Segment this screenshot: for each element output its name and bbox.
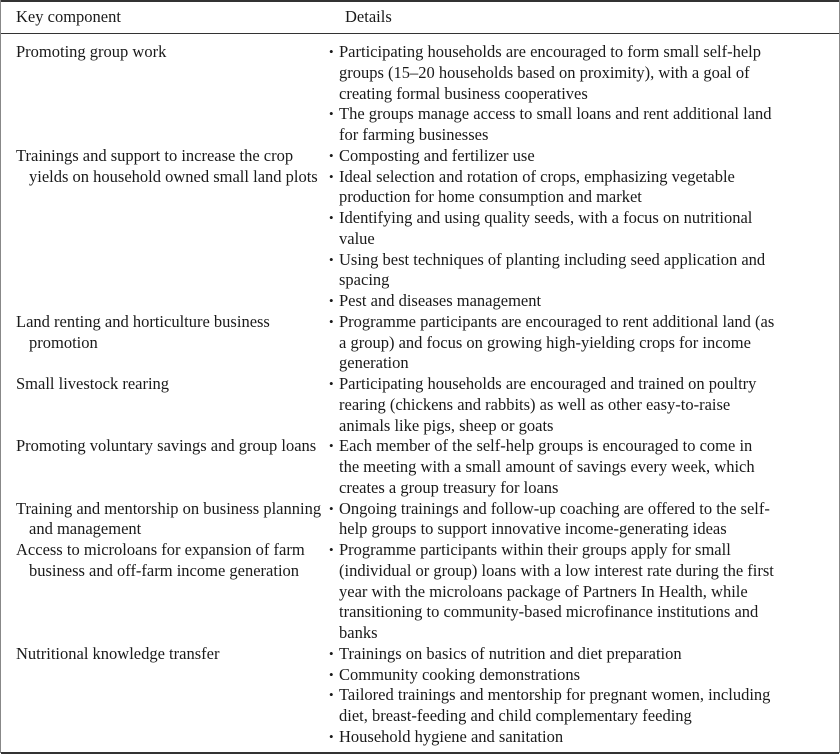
details-cell (329, 499, 840, 541)
detail-bullet: • Tailored trainings and mentorship for pregnant women, including diet, breast-feeding and child complementary feeding (329, 685, 840, 727)
detail-bullet: • The groups manage access to small loans and rent additional land for farming businesses (329, 104, 840, 146)
key-component-text: Trainings and support to increase the crop yields on household owned small land plots (16, 145, 318, 186)
key-component-cell (0, 499, 329, 541)
table-row (0, 42, 840, 146)
key-component-text: Promoting voluntary savings and group loans (16, 436, 317, 456)
key-component-text: Training and mentorship on business planning and management (16, 498, 322, 539)
column-header-key-component: Key component (16, 7, 121, 26)
detail-bullet: • Identifying and using quality seeds, with a focus on nutritional value (329, 208, 840, 250)
header-rule (1, 33, 839, 34)
detail-bullet: • Household hygiene and sanitation (329, 727, 840, 748)
key-component-cell (0, 644, 329, 748)
column-header-details: Details (345, 7, 392, 26)
details-cell (329, 436, 840, 498)
table-row (0, 644, 840, 748)
details-cell (329, 146, 840, 312)
detail-bullet: • Community cooking demonstrations (329, 665, 840, 686)
bottom-rule (1, 752, 839, 754)
key-component-cell (0, 540, 329, 644)
details-cell (329, 312, 840, 374)
table-row (0, 374, 840, 436)
key-component-text: Promoting group work (16, 42, 167, 61)
detail-bullet: • Participating households are encouraged to form small self-help groups (15–20 households based on proximity), with a goal of creating formal business cooperatives (329, 42, 840, 104)
details-cell (329, 42, 840, 146)
detail-bullet: • Programme participants within their groups apply for small (individual or group) loans with a low interest rate during the first year with the microloans package of Partners In Health, while transitioning to community-based microfinance institutions and banks (329, 540, 840, 644)
key-component-text: Land renting and horticulture business promotion (16, 311, 270, 352)
detail-bullet: • Trainings on basics of nutrition and diet preparation (329, 644, 840, 665)
detail-bullet: • Programme participants are encouraged to rent additional land (as a group) and focus on growing high-yielding crops for income generation (329, 312, 840, 374)
table-row (0, 146, 840, 312)
details-cell (329, 374, 840, 436)
detail-bullet: • Participating households are encouraged and trained on poultry rearing (chickens and rabbits) as well as other easy-to-raise animals like pigs, sheep or goats (329, 374, 840, 436)
key-component-cell (0, 42, 329, 146)
detail-bullet: • Ideal selection and rotation of crops, emphasizing vegetable production for home consumption and market (329, 167, 840, 209)
details-cell (329, 540, 840, 644)
detail-bullet: • Each member of the self-help groups is encouraged to come in the meeting with a small amount of savings every week, which creates a group treasury for loans (329, 436, 840, 498)
table-row (0, 312, 840, 374)
detail-bullet: • Using best techniques of planting including seed application and spacing (329, 250, 840, 292)
table-row (0, 540, 840, 644)
detail-bullet: • Ongoing trainings and follow-up coaching are offered to the self- help groups to support innovative income-generating ideas (329, 499, 840, 541)
detail-bullet: • Pest and diseases management (329, 291, 840, 312)
key-component-cell (0, 312, 329, 374)
key-component-text: Nutritional knowledge transfer (16, 643, 220, 663)
details-cell (329, 644, 840, 748)
key-component-cell (0, 436, 329, 498)
key-component-text: Access to microloans for expansion of farm business and off-farm income generation (16, 540, 305, 580)
table-body (0, 42, 840, 748)
detail-bullet: • Composting and fertilizer use (329, 146, 840, 167)
key-component-cell (0, 146, 329, 312)
key-component-text: Small livestock rearing (16, 374, 170, 393)
top-rule (1, 0, 839, 2)
table-row (0, 436, 840, 498)
key-component-cell (0, 374, 329, 436)
table-row (0, 499, 840, 541)
